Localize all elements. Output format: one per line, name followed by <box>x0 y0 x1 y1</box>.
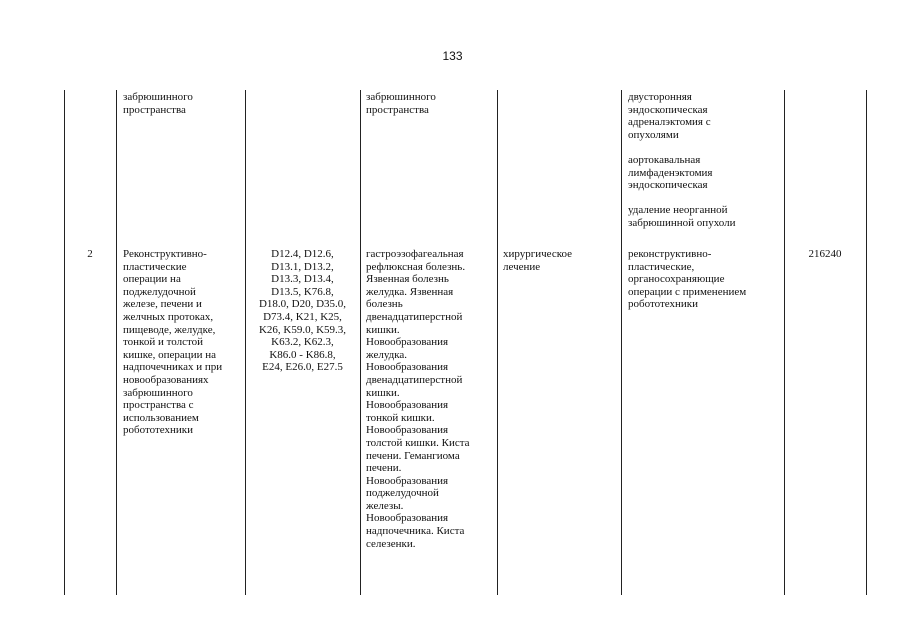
continued-diagnosis: забрюшинного пространства <box>366 91 436 116</box>
continued-method: двусторонняя эндоскопическая адреналэктомия с опухолями аортокавальная лимфаденэктомия эндоскопическая удаление неорганной забрюшинной опухоли <box>628 91 736 229</box>
norm-cost: 216240 <box>808 248 842 260</box>
column-divider-5 <box>621 90 622 595</box>
column-divider-1 <box>116 90 117 595</box>
treatment-method: реконструктивно- пластические, органосохраняющие операции с применением робототехники <box>628 248 747 311</box>
column-divider-3 <box>360 90 361 595</box>
icd-codes: D12.4, D12.6, D13.1, D13.2, D13.3, D13.4, D13.5, K76.8, D18.0, D20, D35.0, D73.4, K21, K25, K26, K59.0, K59.3, K63.2, K62.3, K86.0 - K86.8, E24, E26.0, E27.5 <box>258 248 347 374</box>
diagnosis: гастроэзофагеальная рефлюксная болезнь. Язвенная болезнь желудка. Язвенная болезнь двенадцатиперстной кишки. Новообразования желудка. Новообразования двенадцатиперстной кишки. Новообразования тонкой кишки. Новообразования толстой кишки. Киста печени. Гемангиома печени. Новообразования поджелудочной железы. Новообразования надпочечника. Киста селезенки. <box>366 248 470 550</box>
profile-name: Реконструктивно- пластические операции на поджелудочной железе, печени и желчных протоках, пищеводе, желудке, тонкой и толстой кишке, операции на надпочечниках и при новообразованиях забрюшинного пространства с использованием робототехники <box>123 248 223 437</box>
row-number: 2 <box>87 248 93 260</box>
page-number: 133 <box>442 49 463 63</box>
table-border-right <box>866 90 867 595</box>
column-divider-4 <box>497 90 498 595</box>
table-border-left <box>64 90 65 595</box>
continued-profile-name: забрюшинного пространства <box>123 91 193 116</box>
treatment-type: хирургическое лечение <box>503 248 573 273</box>
column-divider-6 <box>784 90 785 595</box>
